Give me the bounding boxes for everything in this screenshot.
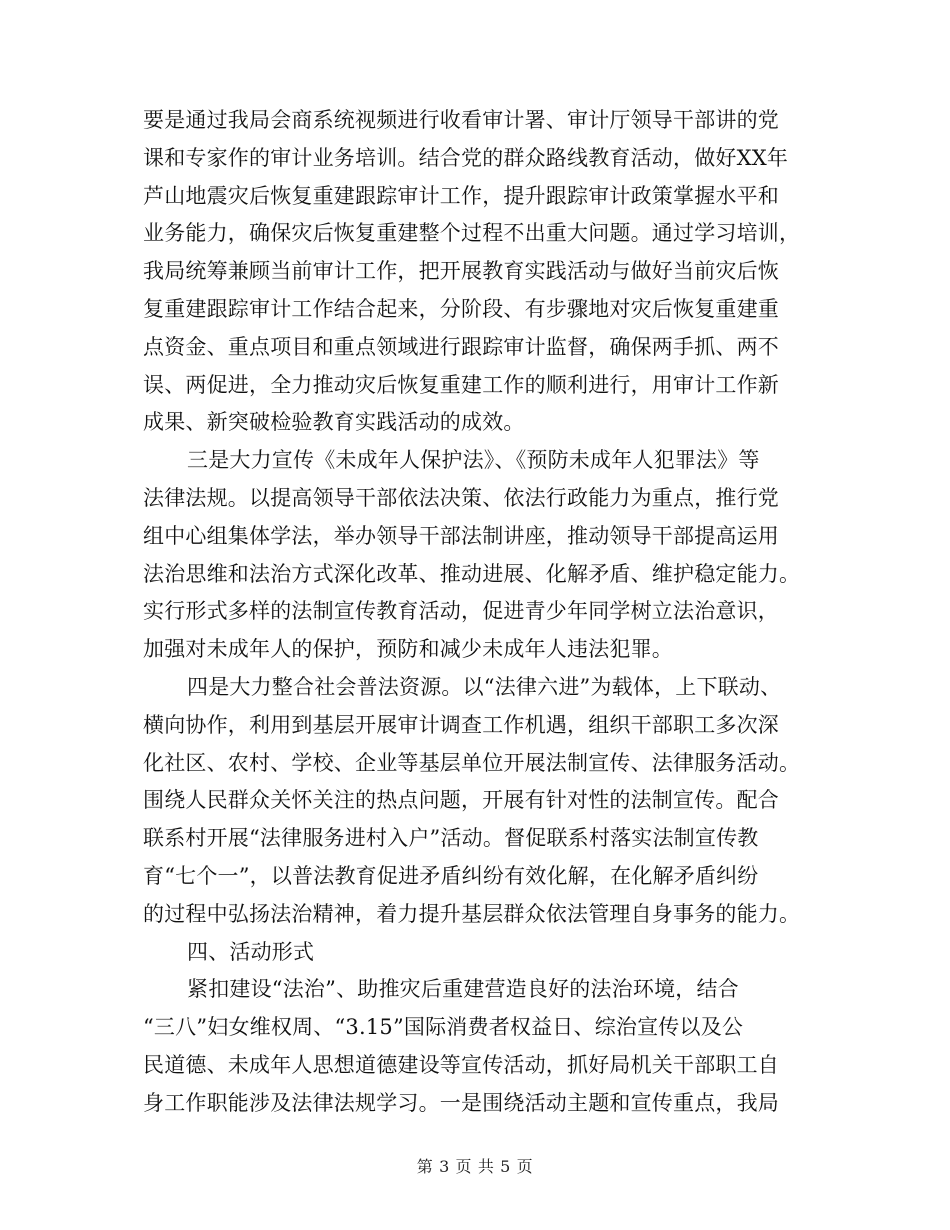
text-line: 复重建跟踪审计工作结合起来，分阶段、有步骤地对灾后恢复重建重 <box>143 296 779 321</box>
text-line: 联系村开展“法律服务进村入户”活动。督促联系村落实法制宣传教 <box>143 826 759 851</box>
text-line: 横向协作，利用到基层开展审计调查工作机遇，组织干部职工多次深 <box>143 712 779 737</box>
text-line: 实行形式多样的法制宣传教育活动，促进青少年同学树立法治意识， <box>143 599 779 624</box>
section-heading: 四、活动形式 <box>187 939 315 964</box>
text-line: 组中心组集体学法，举办领导干部法制讲座，推动领导干部提高运用 <box>143 523 779 548</box>
paragraph-start-line: 三是大力宣传《未成年人保护法》、《预防未成年人犯罪法》等 <box>187 448 760 473</box>
text-line: 芦山地震灾后恢复重建跟踪审计工作，提升跟踪审计政策掌握水平和 <box>143 183 779 208</box>
text-line: 加强对未成年人的保护，预防和减少未成年人违法犯罪。 <box>143 637 673 662</box>
text-line: 要是通过我局会商系统视频进行收看审计署、审计厅领导干部讲的党 <box>143 108 779 132</box>
paragraph-start-line: 紧扣建设“法治”、助推灾后重建营造良好的法治环境，结合 <box>187 977 739 1002</box>
text-line: 育“七个一”，以普法教育促进矛盾纠纷有效化解，在化解矛盾纠纷 <box>143 863 759 888</box>
text-line: 围绕人民群众关怀关注的热点问题，开展有针对性的法制宣传。配合 <box>143 788 779 813</box>
text-line: 的过程中弘扬法治精神，着力提升基层群众依法管理自身事务的能力。 <box>143 901 801 926</box>
text-line: 化社区、农村、学校、企业等基层单位开展法制宣传、法律服务活动。 <box>143 750 801 775</box>
page-number-footer: 第 3 页 共 5 页 <box>416 1157 534 1176</box>
paragraph-start-line: 四是大力整合社会普法资源。以“法律六进”为载体，上下联动、 <box>187 674 782 699</box>
text-line: 民道德、未成年人思想道德建设等宣传活动，抓好局机关干部职工自 <box>143 1052 779 1077</box>
text-line: 误、两促进，全力推动灾后恢复重建工作的顺利进行，用审计工作新 <box>143 372 779 397</box>
text-line: 课和专家作的审计业务培训。结合党的群众路线教育活动，做好XX年 <box>143 145 789 170</box>
text-line: 业务能力，确保灾后恢复重建整个过程不出重大问题。通过学习培训， <box>143 221 801 246</box>
text-line: 身工作职能涉及法律法规学习。一是围绕活动主题和宣传重点，我局 <box>143 1090 779 1115</box>
document-body <box>143 102 813 1123</box>
text-line: 法治思维和法治方式深化改革、推动进展、化解矛盾、维护稳定能力。 <box>143 561 801 586</box>
text-line: 成果、新突破检验教育实践活动的成效。 <box>143 410 525 435</box>
text-line: 法律法规。以提高领导干部依法决策、依法行政能力为重点，推行党 <box>143 485 779 510</box>
text-line: 点资金、重点项目和重点领域进行跟踪审计监督，确保两手抓、两不 <box>143 334 779 359</box>
text-line: 我局统筹兼顾当前审计工作，把开展教育实践活动与做好当前灾后恢 <box>143 259 779 284</box>
text-line: “三八”妇女维权周、“3.15”国际消费者权益日、综治宣传以及公 <box>143 1015 744 1040</box>
